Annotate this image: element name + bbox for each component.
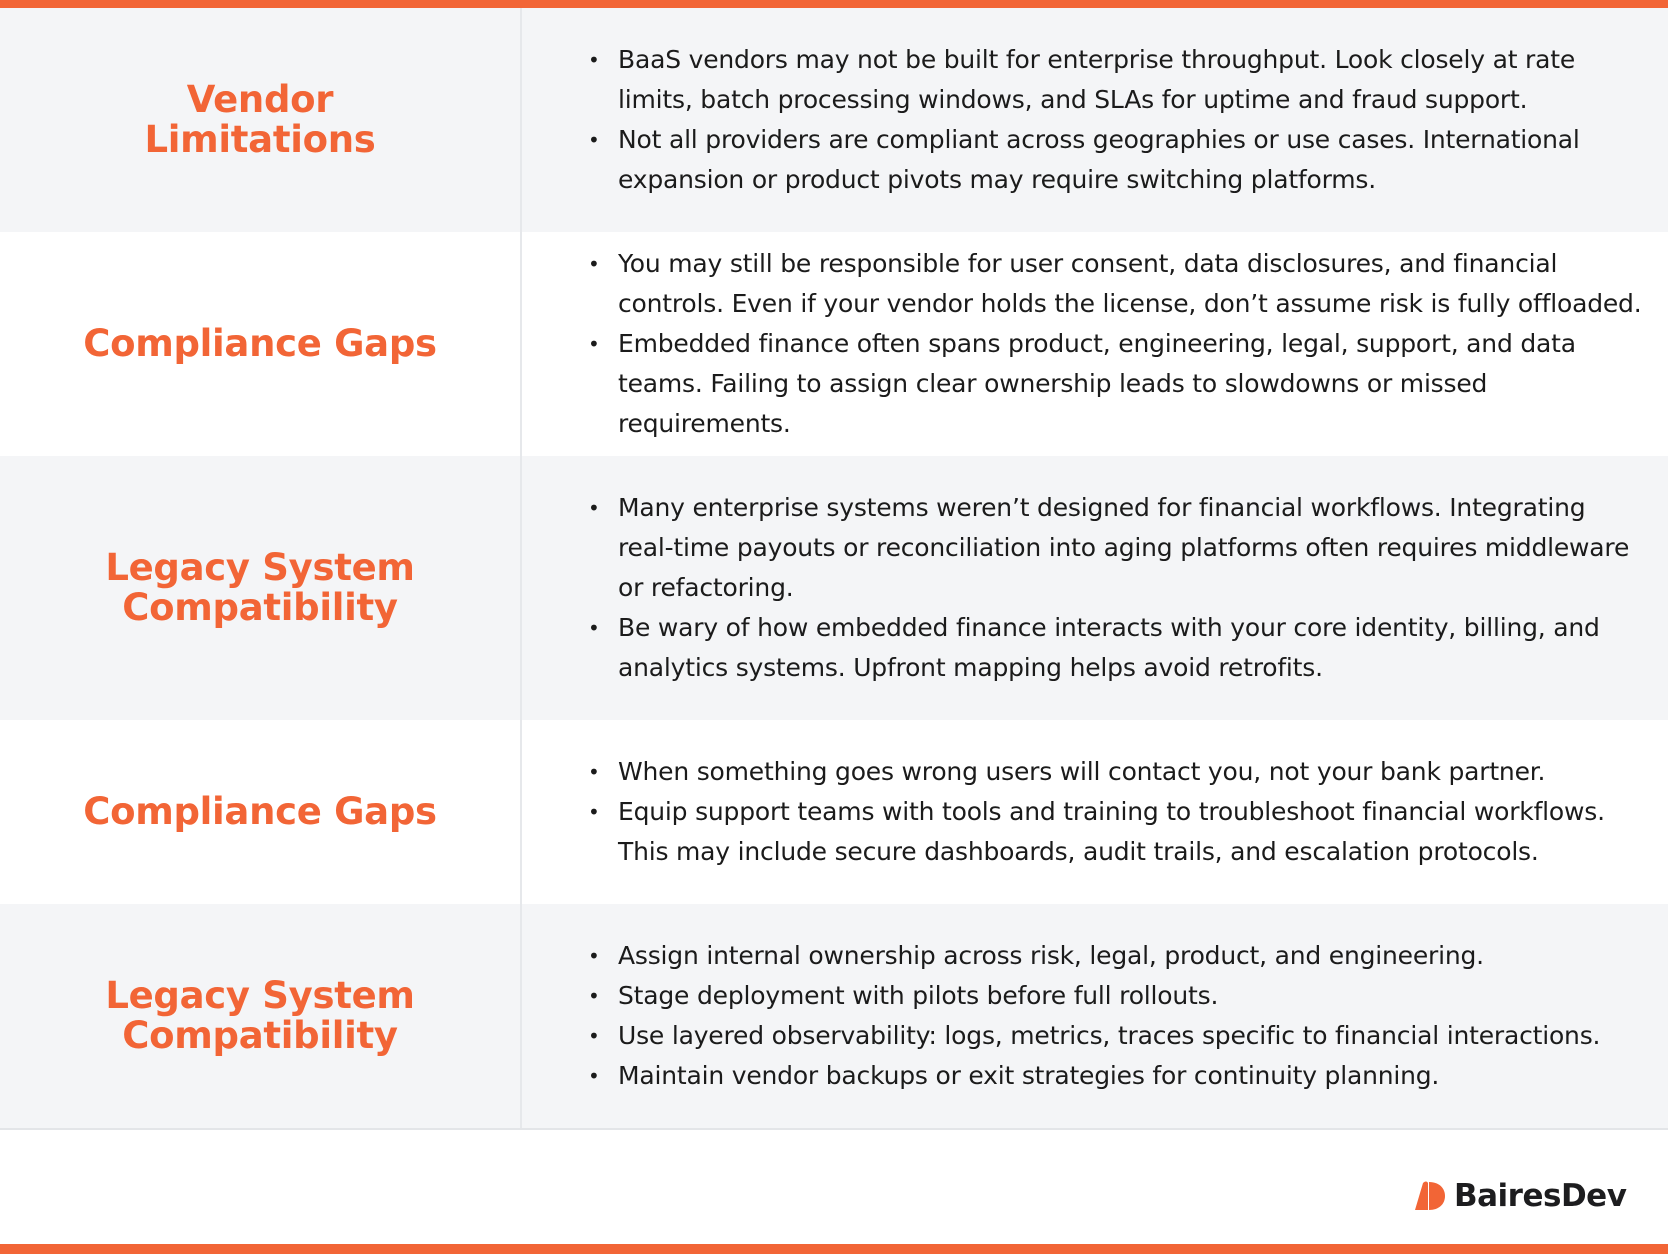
bairesdev-logo-icon <box>1412 1180 1446 1212</box>
logo-text: BairesDev <box>1454 1178 1627 1214</box>
row-label <box>0 456 522 720</box>
row-label <box>0 8 522 232</box>
top-accent-bar <box>0 0 1668 8</box>
bullet-list <box>570 936 1648 1096</box>
bullet-list <box>570 752 1648 872</box>
table-bottom-divider <box>0 1128 1668 1130</box>
row-content <box>522 904 1668 1128</box>
brand-logo <box>1412 1176 1626 1216</box>
bullet-item: • Many enterprise systems weren’t designed for financial workflows. Integrating real-time payouts or reconciliation into aging platforms often requires middleware or refactoring. <box>570 488 1648 608</box>
table-row <box>0 456 1668 720</box>
risk-table <box>0 8 1668 1130</box>
bullet-item: • Assign internal ownership across risk, legal, product, and engineering. <box>570 936 1648 976</box>
row-content <box>522 8 1668 232</box>
table-row <box>0 904 1668 1128</box>
bottom-accent-bar <box>0 1244 1668 1254</box>
bullet-item: • BaaS vendors may not be built for enterprise throughput. Look closely at rate limits, batch processing windows, and SLAs for uptime and fraud support. <box>570 40 1648 120</box>
bullet-item: • Be wary of how embedded finance interacts with your core identity, billing, and analytics systems. Upfront mapping helps avoid retrofits. <box>570 608 1648 688</box>
row-label-text: Legacy System Compatibility <box>105 546 415 629</box>
row-label-text: Compliance Gaps <box>83 790 437 833</box>
bullet-item: • When something goes wrong users will contact you, not your bank partner. <box>570 752 1648 792</box>
bullet-item: • Equip support teams with tools and training to troubleshoot financial workflows. This may include secure dashboards, audit trails, and escalation protocols. <box>570 792 1648 872</box>
bullet-list <box>570 40 1648 200</box>
bullet-item: • Not all providers are compliant across geographies or use cases. International expansion or product pivots may require switching platforms. <box>570 120 1648 200</box>
table-row <box>0 720 1668 904</box>
table-row <box>0 232 1668 456</box>
bullet-list <box>570 244 1648 444</box>
row-label-text: Legacy System Compatibility <box>105 974 415 1057</box>
row-label <box>0 720 522 904</box>
row-content <box>522 456 1668 720</box>
row-label-text: Vendor Limitations <box>144 78 376 161</box>
row-label-text: Compliance Gaps <box>83 322 437 365</box>
bullet-item: • Maintain vendor backups or exit strategies for continuity planning. <box>570 1056 1648 1096</box>
row-content <box>522 232 1668 456</box>
bullet-item: • Stage deployment with pilots before full rollouts. <box>570 976 1648 1016</box>
row-label <box>0 232 522 456</box>
row-content <box>522 720 1668 904</box>
bullet-item: • Use layered observability: logs, metrics, traces specific to financial interactions. <box>570 1016 1648 1056</box>
row-label <box>0 904 522 1128</box>
bullet-item: • Embedded finance often spans product, engineering, legal, support, and data teams. Failing to assign clear ownership leads to slowdowns or missed requirements. <box>570 324 1648 444</box>
bullet-list <box>570 488 1648 688</box>
table-row <box>0 8 1668 232</box>
bullet-item: • You may still be responsible for user consent, data disclosures, and financial controls. Even if your vendor holds the license, don’t assume risk is fully offloaded. <box>570 244 1648 324</box>
